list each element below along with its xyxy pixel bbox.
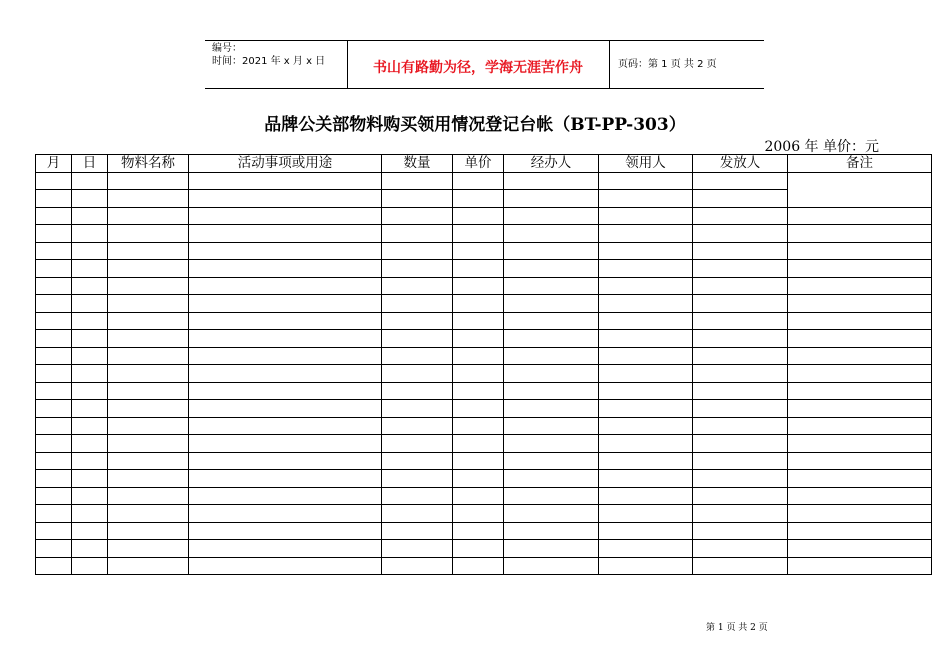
table-cell[interactable] [36,452,72,470]
column-header-unit-price: 单价 [453,155,504,173]
table-cell[interactable] [36,190,72,208]
table-cell[interactable] [693,190,788,208]
table-cell[interactable] [72,435,108,453]
table-cell[interactable] [788,522,932,540]
table-cell[interactable] [788,277,932,295]
table-cell[interactable] [108,382,189,400]
table-cell[interactable] [504,312,599,330]
table-cell[interactable] [108,260,189,278]
table-cell[interactable] [189,242,382,260]
table-row [36,207,932,225]
table-cell[interactable] [599,400,693,418]
table-cell[interactable] [504,435,599,453]
table-cell[interactable] [382,487,453,505]
header-time-label: 时间：2021 年 x 月 x 日 [212,56,326,67]
table-row [36,382,932,400]
table-cell[interactable] [693,400,788,418]
table-cell[interactable] [108,330,189,348]
table-cell[interactable] [36,505,72,523]
table-cell[interactable] [36,295,72,313]
table-cell[interactable] [693,330,788,348]
table-cell[interactable] [382,207,453,225]
table-cell[interactable] [453,295,504,313]
table-cell[interactable] [189,225,382,243]
table-cell[interactable] [36,347,72,365]
table-cell[interactable] [189,190,382,208]
table-cell[interactable] [189,452,382,470]
table-cell[interactable] [36,522,72,540]
table-cell[interactable] [504,207,599,225]
table-cell[interactable] [453,487,504,505]
table-cell[interactable] [189,505,382,523]
table-row [36,347,932,365]
column-header-recipient: 领用人 [599,155,693,173]
header-motto: 书山有路勤为径，学海无涯苦作舟 [373,60,583,76]
table-cell[interactable] [788,487,932,505]
table-row [36,225,932,243]
table-cell[interactable] [189,207,382,225]
table-cell[interactable] [453,260,504,278]
table-cell[interactable] [108,505,189,523]
table-cell[interactable] [599,557,693,575]
table-row [36,172,932,190]
table-cell[interactable] [189,277,382,295]
table-row [36,540,932,558]
table-cell[interactable] [72,242,108,260]
table-cell[interactable] [599,540,693,558]
table-cell[interactable] [504,487,599,505]
table-cell[interactable] [504,277,599,295]
table-cell[interactable] [693,260,788,278]
table-cell[interactable] [108,540,189,558]
column-header-issuer: 发放人 [693,155,788,173]
table-cell[interactable] [453,452,504,470]
document-subline: 2006 年 单价：元 [764,139,879,155]
table-cell[interactable] [504,190,599,208]
table-row [36,400,932,418]
table-cell[interactable] [72,557,108,575]
table-row [36,557,932,575]
table-cell[interactable] [382,312,453,330]
table-cell[interactable] [788,540,932,558]
table-cell[interactable] [72,382,108,400]
table-cell[interactable] [72,172,108,190]
table-cell[interactable] [72,365,108,383]
table-cell[interactable] [453,400,504,418]
table-cell[interactable] [788,470,932,488]
table-cell[interactable] [108,190,189,208]
table-cell[interactable] [788,330,932,348]
table-cell[interactable] [108,522,189,540]
table-cell[interactable] [382,277,453,295]
table-row [36,312,932,330]
table-cell[interactable] [189,312,382,330]
table-cell[interactable] [788,260,932,278]
table-cell[interactable] [693,505,788,523]
column-header-remarks: 备注 [788,155,932,173]
header-number-label: 编号： [212,43,242,54]
table-cell[interactable] [108,417,189,435]
table-cell[interactable] [72,417,108,435]
table-cell[interactable] [189,557,382,575]
column-header-month: 月 [36,155,72,173]
table-cell[interactable] [72,505,108,523]
table-cell[interactable] [693,557,788,575]
table-cell[interactable] [453,557,504,575]
table-cell[interactable] [788,295,932,313]
table-cell[interactable] [599,347,693,365]
table-cell[interactable] [36,557,72,575]
table-row [36,365,932,383]
table-cell[interactable] [108,557,189,575]
table-cell[interactable] [36,417,72,435]
header-page-label: 页码：第 1 页 共 2 页 [618,59,717,70]
table-cell[interactable] [504,505,599,523]
table-cell[interactable] [72,225,108,243]
column-header-activity-purpose: 活动事项或用途 [189,155,382,173]
table-row [36,330,932,348]
table-cell[interactable] [453,190,504,208]
table-cell[interactable] [599,190,693,208]
table-cell[interactable] [108,295,189,313]
table-cell[interactable] [693,470,788,488]
table-cell[interactable] [599,207,693,225]
table-cell[interactable] [108,207,189,225]
table-cell[interactable] [108,365,189,383]
table-cell[interactable] [382,505,453,523]
table-cell[interactable] [36,312,72,330]
table-cell[interactable] [788,505,932,523]
table-cell[interactable] [189,435,382,453]
table-cell[interactable] [504,225,599,243]
table-cell[interactable] [72,260,108,278]
table-cell[interactable] [599,365,693,383]
table-cell[interactable] [788,365,932,383]
table-cell[interactable] [108,487,189,505]
table-cell[interactable] [36,400,72,418]
table-cell[interactable] [453,330,504,348]
table-cell[interactable] [189,540,382,558]
table-cell[interactable] [453,365,504,383]
table-cell[interactable] [36,172,72,190]
table-cell[interactable] [382,347,453,365]
header-divider-right [609,40,610,88]
table-cell[interactable] [788,400,932,418]
table-cell[interactable] [599,435,693,453]
table-cell[interactable] [504,330,599,348]
table-row [36,277,932,295]
table-cell[interactable] [504,295,599,313]
table-cell[interactable] [36,277,72,295]
table-cell[interactable] [693,365,788,383]
table-cell[interactable] [72,295,108,313]
table-cell[interactable] [599,277,693,295]
table-cell[interactable] [504,540,599,558]
table-cell[interactable] [382,295,453,313]
table-cell[interactable] [599,382,693,400]
table-cell[interactable] [788,435,932,453]
table-cell[interactable] [504,400,599,418]
table-cell[interactable] [788,557,932,575]
table-cell[interactable] [693,452,788,470]
table-cell[interactable] [693,225,788,243]
table-cell[interactable] [382,470,453,488]
table-cell[interactable] [36,207,72,225]
table-cell[interactable] [189,400,382,418]
table-cell[interactable] [788,347,932,365]
table-cell[interactable] [504,417,599,435]
table-cell[interactable] [599,470,693,488]
table-cell[interactable] [693,540,788,558]
table-cell[interactable] [453,435,504,453]
remarks-merged-cell[interactable] [788,172,932,207]
table-row [36,242,932,260]
table-cell[interactable] [599,330,693,348]
table-cell[interactable] [36,330,72,348]
table-cell[interactable] [189,487,382,505]
table-cell[interactable] [36,365,72,383]
table-row [36,452,932,470]
table-cell[interactable] [382,557,453,575]
table-cell[interactable] [453,277,504,295]
table-cell[interactable] [599,295,693,313]
table-cell[interactable] [189,260,382,278]
page-footer: 第 1 页 共 2 页 [706,623,768,633]
table-cell[interactable] [72,522,108,540]
table-cell[interactable] [382,242,453,260]
table-row [36,522,932,540]
table-header-row [36,155,932,173]
table-cell[interactable] [453,207,504,225]
table-cell[interactable] [382,522,453,540]
table-cell[interactable] [382,172,453,190]
table-cell[interactable] [453,312,504,330]
table-cell[interactable] [693,382,788,400]
table-cell[interactable] [72,207,108,225]
table-cell[interactable] [599,452,693,470]
table-cell[interactable] [189,522,382,540]
table-cell[interactable] [504,347,599,365]
table-cell[interactable] [189,295,382,313]
table-cell[interactable] [599,260,693,278]
table-cell[interactable] [693,435,788,453]
table-cell[interactable] [453,522,504,540]
table-cell[interactable] [72,470,108,488]
table-cell[interactable] [693,277,788,295]
document-title: 品牌公关部物料购买领用情况登记台帐（BT-PP-303） [264,115,686,135]
table-cell[interactable] [36,487,72,505]
table-cell[interactable] [504,470,599,488]
table-cell[interactable] [599,172,693,190]
table-cell[interactable] [788,312,932,330]
table-cell[interactable] [36,540,72,558]
table-cell[interactable] [788,417,932,435]
table-cell[interactable] [36,242,72,260]
table-cell[interactable] [382,400,453,418]
table-cell[interactable] [108,435,189,453]
table-row [36,435,932,453]
table-cell[interactable] [72,277,108,295]
table-cell[interactable] [788,452,932,470]
table-cell[interactable] [599,225,693,243]
table-row [36,260,932,278]
table-cell[interactable] [72,312,108,330]
ledger-body [36,172,932,575]
table-cell[interactable] [108,470,189,488]
table-cell[interactable] [693,312,788,330]
table-cell[interactable] [599,505,693,523]
table-cell[interactable] [382,365,453,383]
table-cell[interactable] [72,330,108,348]
table-cell[interactable] [599,417,693,435]
table-cell[interactable] [453,225,504,243]
table-cell[interactable] [504,242,599,260]
table-cell[interactable] [693,172,788,190]
table-cell[interactable] [108,277,189,295]
table-cell[interactable] [504,522,599,540]
table-cell[interactable] [788,225,932,243]
table-cell[interactable] [453,540,504,558]
table-cell[interactable] [36,260,72,278]
table-cell[interactable] [72,487,108,505]
table-cell[interactable] [72,540,108,558]
table-cell[interactable] [382,190,453,208]
table-cell[interactable] [453,417,504,435]
table-cell[interactable] [453,505,504,523]
table-cell[interactable] [504,260,599,278]
table-cell[interactable] [382,260,453,278]
table-cell[interactable] [504,172,599,190]
table-cell[interactable] [108,312,189,330]
table-cell[interactable] [788,207,932,225]
table-cell[interactable] [693,522,788,540]
table-cell[interactable] [693,417,788,435]
table-cell[interactable] [693,295,788,313]
table-cell[interactable] [108,242,189,260]
table-cell[interactable] [504,382,599,400]
table-cell[interactable] [382,382,453,400]
table-cell[interactable] [189,365,382,383]
table-cell[interactable] [693,207,788,225]
table-cell[interactable] [453,382,504,400]
table-cell[interactable] [382,435,453,453]
table-cell[interactable] [108,452,189,470]
table-cell[interactable] [36,470,72,488]
table-cell[interactable] [453,172,504,190]
table-cell[interactable] [72,400,108,418]
header-top-rule [205,40,764,41]
table-cell[interactable] [453,347,504,365]
table-cell[interactable] [599,312,693,330]
table-cell[interactable] [693,242,788,260]
table-cell[interactable] [693,487,788,505]
table-row [36,470,932,488]
table-cell[interactable] [382,225,453,243]
table-cell[interactable] [504,452,599,470]
table-row [36,487,932,505]
table-row [36,505,932,523]
table-cell[interactable] [108,172,189,190]
table-cell[interactable] [788,382,932,400]
header-bottom-rule [205,88,764,89]
column-header-material-name: 物料名称 [108,155,189,173]
table-cell[interactable] [108,225,189,243]
table-cell[interactable] [504,365,599,383]
table-cell[interactable] [189,172,382,190]
table-cell[interactable] [108,400,189,418]
table-cell[interactable] [382,330,453,348]
table-cell[interactable] [189,347,382,365]
table-cell[interactable] [599,522,693,540]
table-cell[interactable] [189,470,382,488]
table-cell[interactable] [108,347,189,365]
column-header-handler: 经办人 [504,155,599,173]
table-cell[interactable] [72,190,108,208]
table-cell[interactable] [693,347,788,365]
table-cell[interactable] [504,557,599,575]
table-cell[interactable] [72,452,108,470]
table-cell[interactable] [453,242,504,260]
table-cell[interactable] [453,470,504,488]
table-row [36,417,932,435]
table-cell[interactable] [788,242,932,260]
table-cell[interactable] [599,242,693,260]
column-header-day: 日 [72,155,108,173]
table-cell[interactable] [599,487,693,505]
table-cell[interactable] [36,225,72,243]
ledger-table [35,154,932,575]
table-cell[interactable] [382,417,453,435]
table-cell[interactable] [189,417,382,435]
table-cell[interactable] [189,382,382,400]
table-row [36,295,932,313]
table-cell[interactable] [382,452,453,470]
table-cell[interactable] [36,382,72,400]
column-header-quantity: 数量 [382,155,453,173]
table-cell[interactable] [382,540,453,558]
table-cell[interactable] [72,347,108,365]
table-cell[interactable] [36,435,72,453]
table-cell[interactable] [189,330,382,348]
